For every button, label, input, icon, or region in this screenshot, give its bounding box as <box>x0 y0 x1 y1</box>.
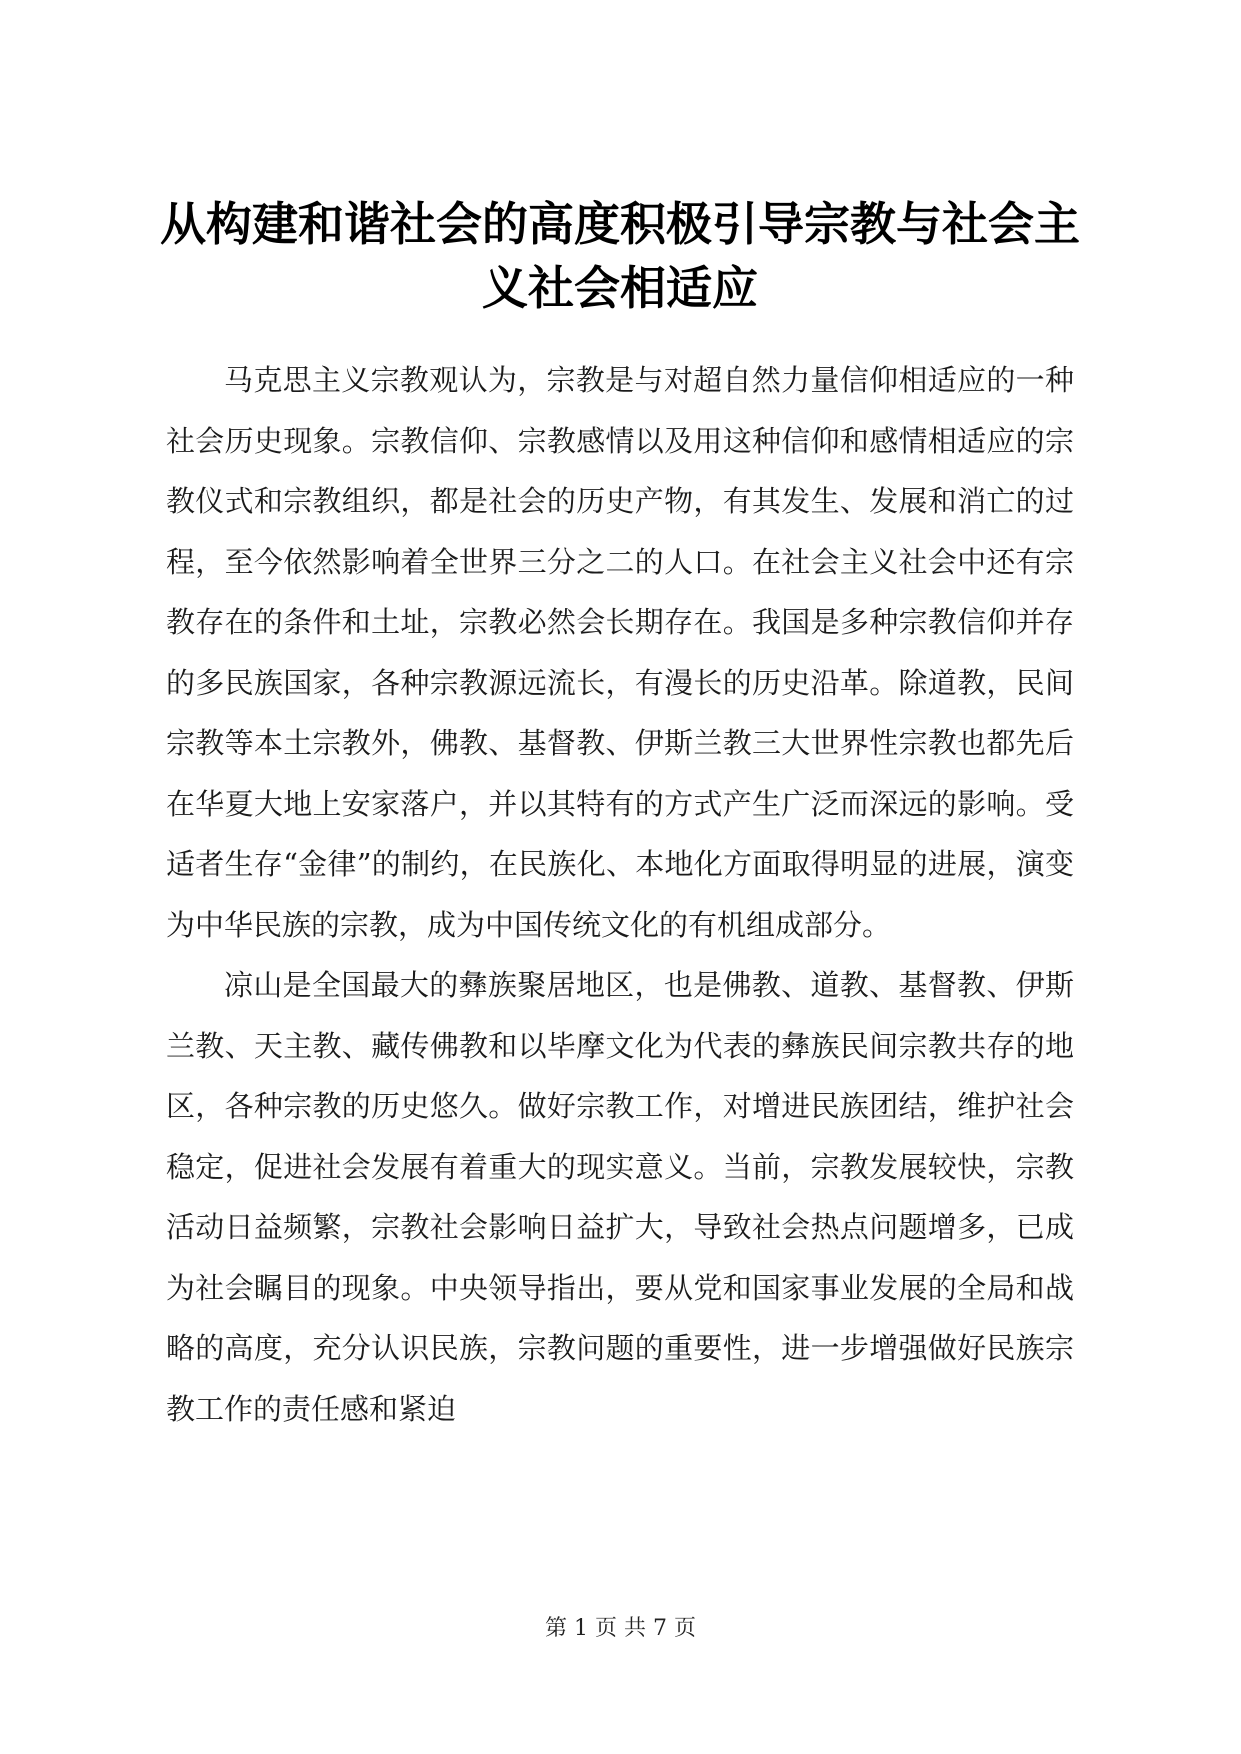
title-line-1: 从构建和谐社会的高度积极引导宗教与社会主 <box>160 197 1080 251</box>
paragraph: 凉山是全国最大的彝族聚居地区，也是佛教、道教、基督教、伊斯兰教、天主教、藏传佛教和以毕摩文化为代表的彝族民间宗教共存的地区，各种宗教的历史悠久。做好宗教工作，对增进民族团结，维护社会稳定，促进社会发展有着重大的现实意义。当前，宗教发展较快，宗教活动日益频繁，宗教社会影响日益扩大，导致社会热点问题增多，已成为社会瞩目的现象。中央领导指出，要从党和国家事业发展的全局和战略的高度，充分认识民族，宗教问题的重要性，进一步增强做好民族宗教工作的责任感和紧迫 <box>166 968 1074 1426</box>
paragraph: 马克思主义宗教观认为，宗教是与对超自然力量信仰相适应的一种社会历史现象。宗教信仰、宗教感情以及用这种信仰和感情相适应的宗教仪式和宗教组织，都是社会的历史产物，有其发生、发展和消亡的过程，至今依然影响着全世界三分之二的人口。在社会主义社会中还有宗教存在的条件和土址，宗教必然会长期存在。我国是多种宗教信仰并存的多民族国家，各种宗教源远流长，有漫长的历史沿革。除道教，民间宗教等本土宗教外，佛教、基督教、伊斯兰教三大世界性宗教也都先后在华夏大地上安家落户，并以其特有的方式产生广泛而深远的影响。受适者生存“金律”的制约，在民族化、本地化方面取得明显的进展，演变为中华民族的宗教，成为中国传统文化的有机组成部分。 <box>166 363 1074 942</box>
document-body <box>166 350 1074 1439</box>
page-footer: 第 1 页 共 7 页 <box>545 1616 696 1641</box>
title-line-2: 义社会相适应 <box>482 261 758 315</box>
document-title <box>150 192 1090 320</box>
